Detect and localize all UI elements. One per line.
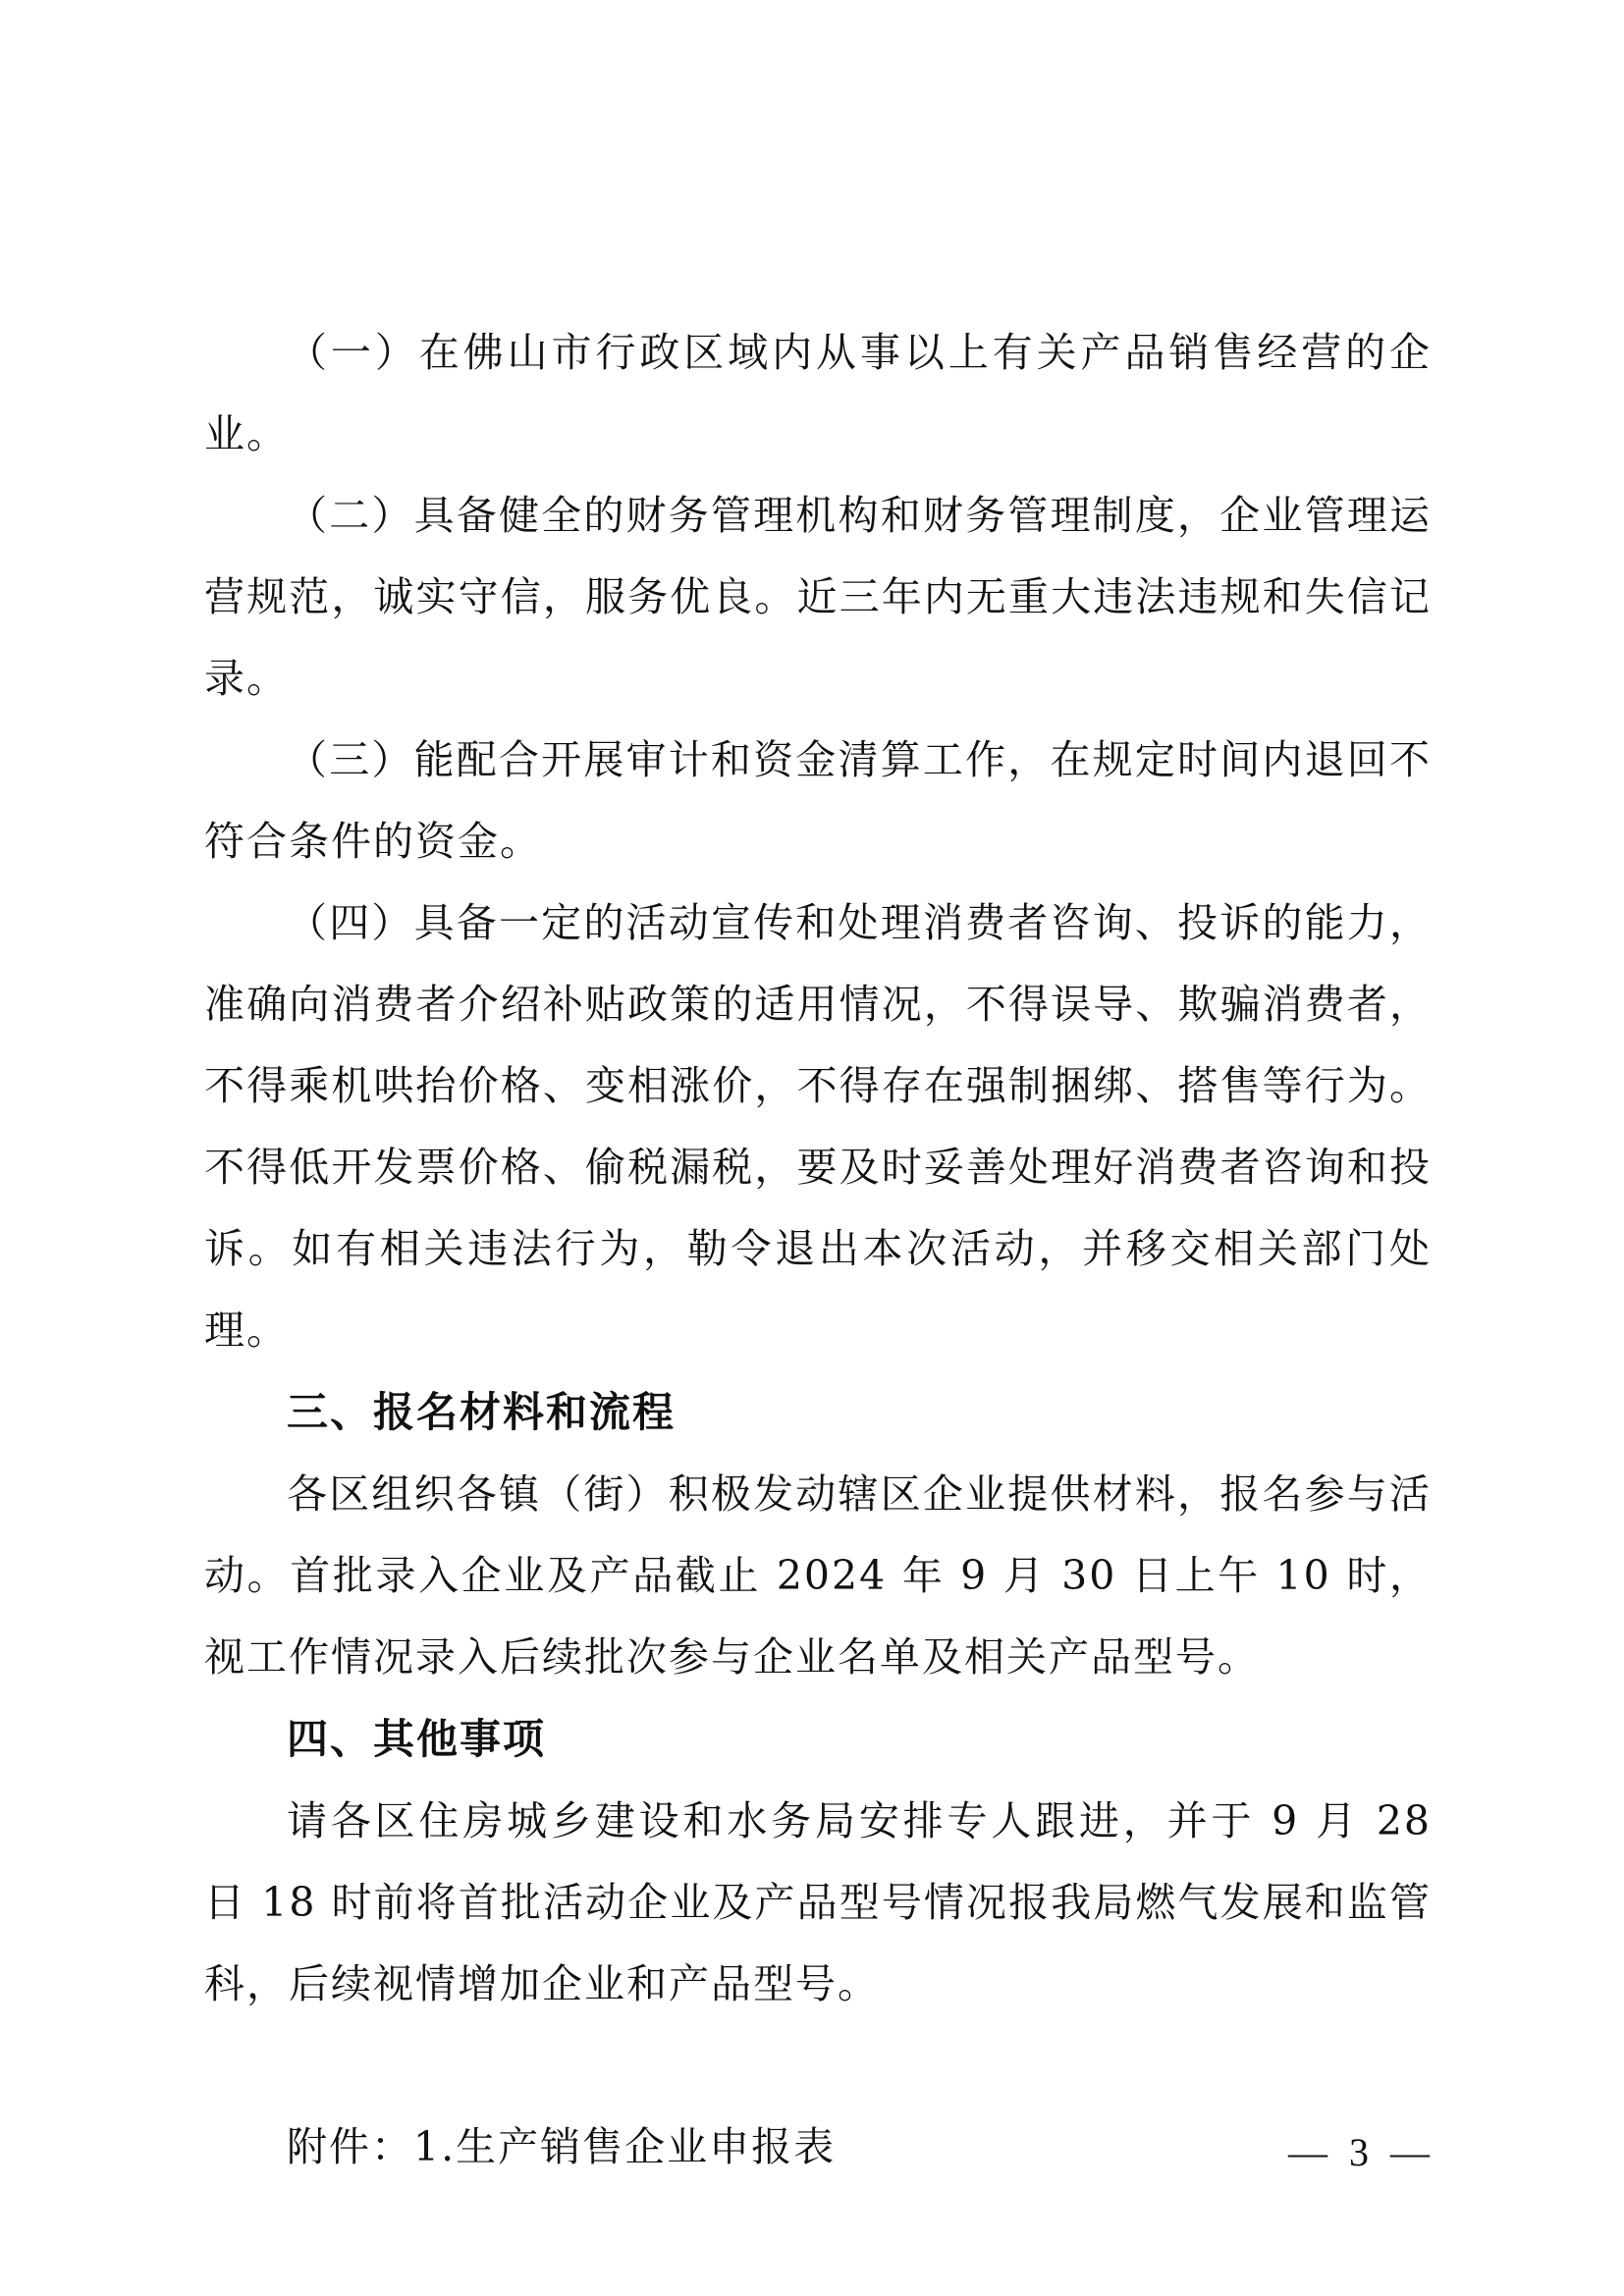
paragraph-registration: 各区组织各镇（街）积极发动辖区企业提供材料，报名参与活动。首批录入企业及产品截止 2024 年 9 月 30 日上午 10 时，视工作情况录入后续批次参与企业名单及相关产品型号。 (204, 1470, 1432, 1681)
paragraph-item-1: （一）在佛山市行政区域内从事以上有关产品销售经营的企业。 (204, 329, 1432, 457)
page-number: — 3 — (1288, 2130, 1435, 2174)
paragraph-other: 请各区住房城乡建设和水务局安排专人跟进，并于 9 月 28 日 18 时前将首批活动企业及产品型号情况报我局燃气发展和监管科，后续视情增加企业和产品型号。 (204, 1797, 1432, 2007)
paragraph-item-2: （二）具备健全的财务管理机构和财务管理制度，企业管理运营规范，诚实守信，服务优良。近三年内无重大违法违规和失信记录。 (204, 492, 1432, 702)
section-heading-registration: 三、报名材料和流程 (287, 1388, 677, 1436)
section-heading-other: 四、其他事项 (287, 1715, 547, 1763)
paragraph-item-3: （三）能配合开展审计和资金清算工作，在规定时间内退回不符合条件的资金。 (204, 736, 1432, 865)
attachment-line: 附件：1.生产销售企业申报表 (287, 2123, 837, 2170)
paragraph-item-4: （四）具备一定的活动宣传和处理消费者咨询、投诉的能力，准确向消费者介绍补贴政策的适用情况，不得误导、欺骗消费者，不得乘机哄抬价格、变相涨价，不得存在强制捆绑、搭售等行为。不得低开发票价格、偷税漏税，要及时妥善处理好消费者咨询和投诉。如有相关违法行为，勒令退出本次活动，并移交相关部门处理。 (204, 899, 1432, 1354)
document-body (204, 312, 1432, 2188)
